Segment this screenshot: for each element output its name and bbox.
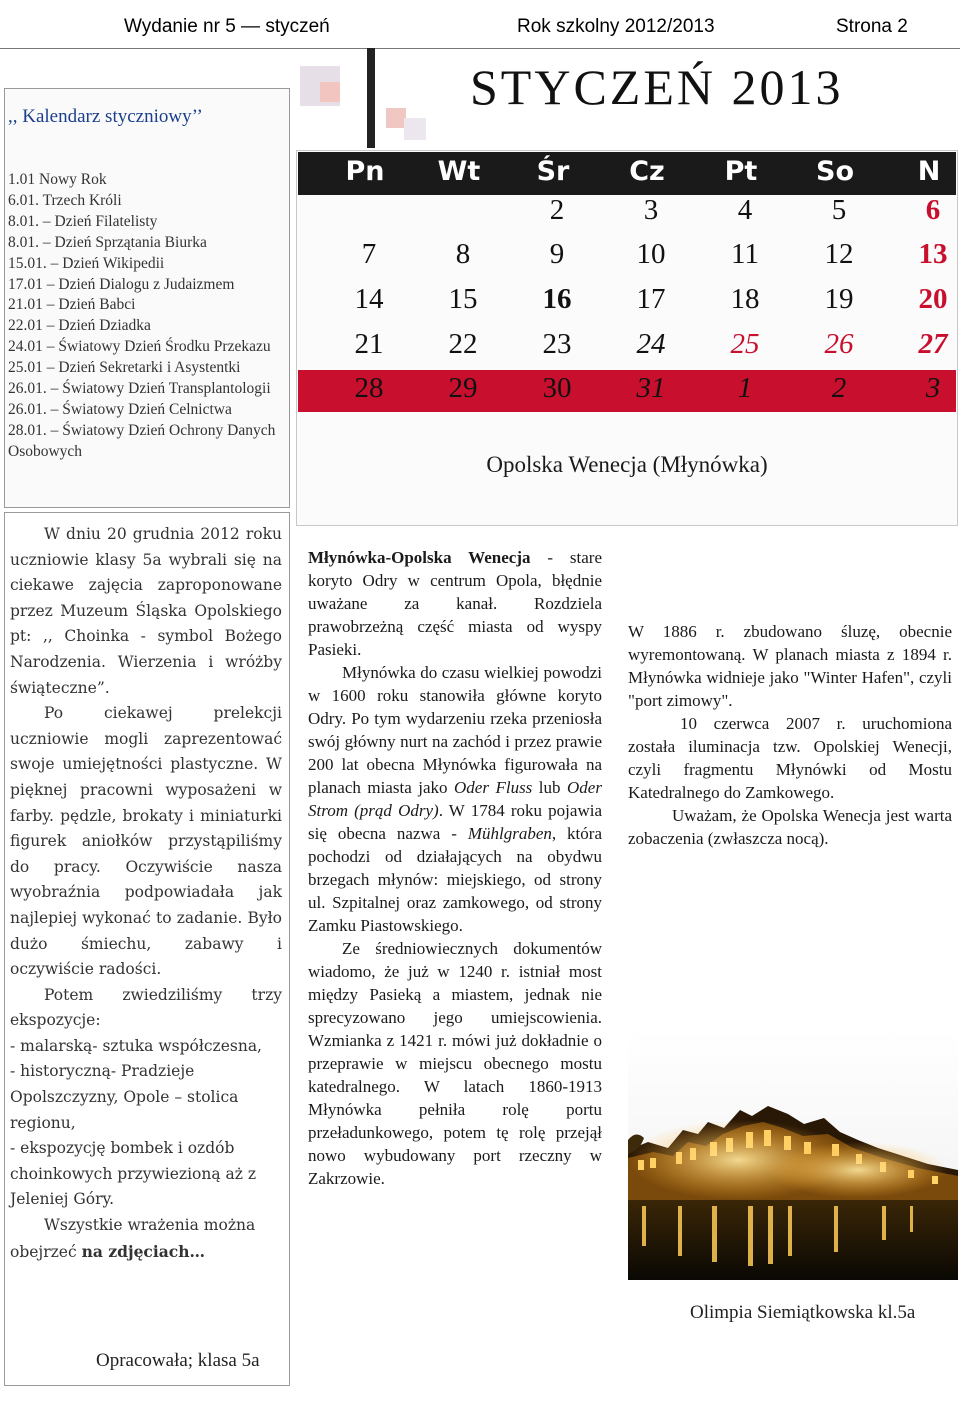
calendar-day: 10 xyxy=(636,238,666,270)
holiday-item: 25.01 – Dzień Sekretarki i Asystentki xyxy=(8,359,241,377)
calendar-day: 12 xyxy=(824,238,854,270)
calendar-day: 18 xyxy=(730,283,760,315)
holiday-item: 22.01 – Dzień Dziadka xyxy=(8,317,151,335)
calendar-day: 24 xyxy=(636,328,666,360)
calendar-day: 30 xyxy=(542,372,572,404)
deco-square xyxy=(386,108,406,128)
calendar-day: 11 xyxy=(731,238,759,270)
calendar-day: 7 xyxy=(361,238,377,270)
article-middle-lead xyxy=(308,546,602,661)
calendar-day: 19 xyxy=(824,283,854,315)
photo-illustration xyxy=(628,1030,958,1280)
holiday-item: 17.01 – Dzień Dialogu z Judaizmem xyxy=(8,275,235,293)
article-middle-paragraph xyxy=(308,661,602,937)
holiday-item: 26.01. – Światowy Dzień Transplantologii xyxy=(8,380,271,398)
holiday-item: 15.01. – Dzień Wikipedii xyxy=(8,254,165,272)
closing-text: Wszystkie wrażenia można obejrzeć xyxy=(10,1216,256,1261)
holiday-list xyxy=(8,170,284,463)
calendar-day: 15 xyxy=(448,283,478,315)
calendar-day: 23 xyxy=(542,328,572,360)
page-number: Strona 2 xyxy=(836,16,908,37)
calendar-day: 13 xyxy=(918,238,948,270)
holiday-item: 8.01. – Dzień Sprzątania Biurka xyxy=(8,233,207,251)
holiday-item: 8.01. – Dzień Filatelisty xyxy=(8,212,158,230)
calendar-day: 31 xyxy=(636,372,666,404)
article-right-author: Olimpia Siemiątkowska kl.5a xyxy=(690,1302,916,1323)
article-middle xyxy=(308,546,602,1190)
day-name: Pt xyxy=(724,156,758,187)
text-run: Młynówka do czasu wielkiej powodzi w 1600 roku stanowiła główne koryto Odry. Po tym wydarzeniu rzeka przeniosła swój główny nurt na zachód i przez prawie 200 lat obecna Młynówka figurowała na planach miasta jako xyxy=(308,663,602,797)
lead-text: - stare koryto Odry w centrum Opola, błędnie uważane za kanał. Rozdziela prawobrzeżną część miasta od wyspy Pasieki. xyxy=(308,548,602,659)
calendar-day: 5 xyxy=(831,194,847,226)
night-city-photo xyxy=(628,1030,958,1280)
holiday-item: 24.01 – Światowy Dzień Środku Przekazu xyxy=(8,338,271,356)
italic-run: Mühlgraben xyxy=(467,824,552,843)
calendar-day: 25 xyxy=(730,328,760,360)
title-bar xyxy=(367,48,375,148)
calendar-day: 22 xyxy=(448,328,478,360)
article-right-paragraph: 10 czerwca 2007 r. uruchomiona została iluminacja tzw. Opolskiej Wenecji, czyli fragmentu Młynówki od Mostu Katedralnego do Zamkowego. xyxy=(628,714,952,802)
article-left-closing xyxy=(10,1213,282,1265)
article-left-paragraph: - historyczną- Pradzieje Opolszczyzny, Opole – stolica regionu, xyxy=(10,1062,239,1132)
calendar-day: 21 xyxy=(354,328,384,360)
text-run: , która pochodzi od działających na obydwu brzegach młynów: miejskiego, od strony ul. Szpitalnej oraz zamkowego, od strony Zamku Piastowskiego. xyxy=(308,824,602,935)
calendar-title: STYCZEŃ 2013 xyxy=(470,59,844,115)
calendar-day: 26 xyxy=(824,328,854,360)
calendar-day: 1 xyxy=(737,372,753,404)
article-left-paragraph: W dniu 20 grudnia 2012 roku uczniowie klasy 5a wybrali się na ciekawe zajęcia zaproponowane przez Muzeum Śląska Opolskiego pt: ,, Choinka - symbol Bożego Narodzenia. Wierzenia i wróżby świąteczne”. xyxy=(10,525,282,697)
day-name: So xyxy=(816,156,854,187)
calendar-day: 3 xyxy=(925,372,941,404)
article-right-paragraph: Uważam, że Opolska Wenecja jest warta zobaczenia (zwłaszcza nocą). xyxy=(628,806,952,848)
article-left-paragraph: - ekspozycję bombek i ozdób choinkowych przywiezioną aż z Jeleniej Góry. xyxy=(10,1139,257,1209)
calendar-day: 29 xyxy=(448,372,478,404)
holiday-item: 6.01. Trzech Króli xyxy=(8,191,122,209)
article-left-paragraph: Po ciekawej prelekcji uczniowie mogli zaprezentować swoje umiejętności plastyczne. W pięknej pracowni wyposażeni w farby. pędzle, brokaty i miniaturki figurek aniołków przystąpiliśmy do pracy. Oczywiście nasza wyobraźnia podpowiadała jak najlepiej wykonać to zadanie. Było dużo śmiechu, zabawy i oczywiście radości. xyxy=(10,704,282,979)
calendar-day: 3 xyxy=(643,194,659,226)
holiday-item: 28.01. – Światowy Dzień Ochrony Danych Osobowych xyxy=(8,421,276,460)
closing-bold: na zdjęciach… xyxy=(81,1241,206,1261)
deco-square xyxy=(320,82,340,102)
calendar-day: 27 xyxy=(918,328,948,360)
calendar-day: 2 xyxy=(549,194,565,226)
issue-label: Wydanie nr 5 — styczeń xyxy=(124,16,330,37)
day-name: Wt xyxy=(437,156,481,187)
article-left xyxy=(10,522,282,1265)
deco-square xyxy=(404,118,426,140)
calendar-day: 6 xyxy=(925,194,941,226)
calendar-day: 4 xyxy=(737,194,753,226)
article-left-paragraph: Potem zwiedziliśmy trzy ekspozycje: xyxy=(10,985,282,1030)
text-run: . W 1784 roku pojawia się obecna nazwa - xyxy=(308,801,602,843)
day-name: Cz xyxy=(629,156,665,187)
calendar-day: 17 xyxy=(636,283,666,315)
text-run: lub xyxy=(532,778,568,797)
holiday-item: 26.01. – Światowy Dzień Celnictwa xyxy=(8,400,232,418)
calendar-day: 28 xyxy=(354,372,384,404)
article-left-author: Opracowała; klasa 5a xyxy=(96,1350,260,1371)
article-right-paragraph: W 1886 r. zbudowano śluzę, obecnie wyremontowaną. W planach miasta z 1894 r. Młynówka widnieje jako "Winter Hafen", czyli "port zimowy". xyxy=(628,622,952,710)
school-year-label: Rok szkolny 2012/2013 xyxy=(517,16,715,37)
holiday-item: 1.01 Nowy Rok xyxy=(8,171,107,188)
day-name: Śr xyxy=(536,156,570,187)
day-name: N xyxy=(917,156,941,187)
lead-bold: Młynówka-Opolska Wenecja xyxy=(308,548,531,567)
calendar-day: 20 xyxy=(918,283,948,315)
calendar-day: 14 xyxy=(354,283,384,315)
calendar-day: 16 xyxy=(542,283,572,315)
article-left-paragraph: - malarską- sztuka współczesna, xyxy=(10,1036,262,1055)
holiday-item: 21.01 – Dzień Babci xyxy=(8,296,136,314)
calendar-caption: Opolska Wenecja (Młynówka) xyxy=(486,452,768,477)
calendar-day: 2 xyxy=(831,372,847,404)
italic-run: Oder Fluss xyxy=(454,778,533,797)
day-name: Pn xyxy=(345,156,385,187)
article-middle-paragraph: Ze średniowiecznych dokumentów wiadomo, że już w 1240 r. istniał most między Pasieką a miastem, jednak nie sprecyzowano jego umiejscowienia. Wzmianka z 1421 r. mówi już dokładnie o przeprawie w miejscu obecnego mostu katedralnego. W latach 1860-1913 Młynówka pełniła rolę portu przeładunkowego, potem tę rolę przejął nowo wybudowany port rzeczny w Zakrzowie. xyxy=(308,939,602,1188)
article-right xyxy=(628,620,952,850)
calendar-day: 9 xyxy=(549,238,565,270)
holiday-box-title: ,, Kalendarz styczniowy’’ xyxy=(8,106,203,127)
italic-run: Oder Strom (prąd Odry) xyxy=(308,778,602,820)
calendar-day: 8 xyxy=(455,238,471,270)
header-divider xyxy=(0,48,960,49)
